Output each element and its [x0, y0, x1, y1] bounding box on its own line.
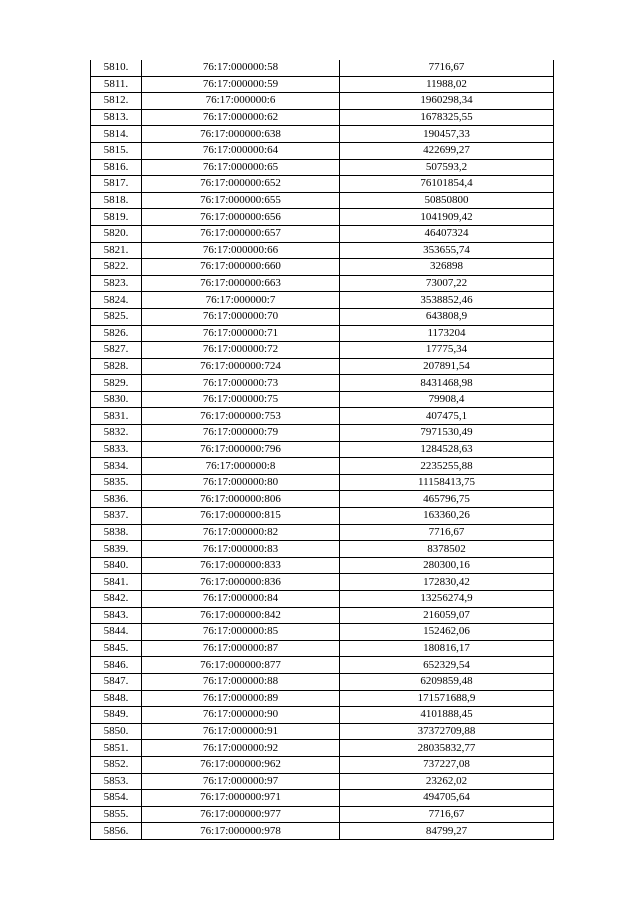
- row-number-cell: 5813.: [91, 109, 142, 126]
- table-row: [91, 142, 554, 159]
- row-number-cell: 5846.: [91, 657, 142, 674]
- cadastral-number-cell: 76:17:000000:84: [142, 591, 340, 608]
- cadastral-value-cell: 11988,02: [340, 76, 554, 93]
- cadastral-number-cell: 76:17:000000:65: [142, 159, 340, 176]
- row-number-cell: 5823.: [91, 275, 142, 292]
- table-row: [91, 491, 554, 508]
- cadastral-value-cell: 180816,17: [340, 640, 554, 657]
- cadastral-value-cell: 3538852,46: [340, 292, 554, 309]
- cadastral-number-cell: 76:17:000000:652: [142, 176, 340, 193]
- table-row: [91, 541, 554, 558]
- row-number-cell: 5841.: [91, 574, 142, 591]
- row-number-cell: 5816.: [91, 159, 142, 176]
- table-row: [91, 176, 554, 193]
- cadastral-value-cell: 4101888,45: [340, 707, 554, 724]
- cadastral-value-cell: 326898: [340, 259, 554, 276]
- table-row: [91, 624, 554, 641]
- cadastral-number-cell: 76:17:000000:70: [142, 308, 340, 325]
- table-row: [91, 60, 554, 76]
- cadastral-number-cell: 76:17:000000:796: [142, 441, 340, 458]
- row-number-cell: 5827.: [91, 342, 142, 359]
- cadastral-number-cell: 76:17:000000:7: [142, 292, 340, 309]
- row-number-cell: 5814.: [91, 126, 142, 143]
- cadastral-value-cell: 11158413,75: [340, 474, 554, 491]
- table-row: [91, 159, 554, 176]
- table-row: [91, 474, 554, 491]
- table-row: [91, 259, 554, 276]
- cadastral-number-cell: 76:17:000000:87: [142, 640, 340, 657]
- table-row: [91, 76, 554, 93]
- cadastral-number-cell: 76:17:000000:89: [142, 690, 340, 707]
- row-number-cell: 5830.: [91, 391, 142, 408]
- cadastral-value-cell: 23262,02: [340, 773, 554, 790]
- cadastral-number-cell: 76:17:000000:92: [142, 740, 340, 757]
- table-row: [91, 508, 554, 525]
- cadastral-value-cell: 37372709,88: [340, 723, 554, 740]
- table-row: [91, 342, 554, 359]
- row-number-cell: 5850.: [91, 723, 142, 740]
- table-row: [91, 806, 554, 823]
- cadastral-number-cell: 76:17:000000:660: [142, 259, 340, 276]
- cadastral-number-cell: 76:17:000000:97: [142, 773, 340, 790]
- row-number-cell: 5849.: [91, 707, 142, 724]
- cadastral-number-cell: 76:17:000000:724: [142, 358, 340, 375]
- cadastral-number-cell: 76:17:000000:91: [142, 723, 340, 740]
- row-number-cell: 5818.: [91, 192, 142, 209]
- row-number-cell: 5838.: [91, 524, 142, 541]
- table-row: [91, 574, 554, 591]
- cadastral-value-cell: 8378502: [340, 541, 554, 558]
- cadastral-value-table: [90, 60, 554, 840]
- table-row: [91, 441, 554, 458]
- row-number-cell: 5829.: [91, 375, 142, 392]
- row-number-cell: 5822.: [91, 259, 142, 276]
- cadastral-number-cell: 76:17:000000:85: [142, 624, 340, 641]
- row-number-cell: 5811.: [91, 76, 142, 93]
- table-row: [91, 607, 554, 624]
- cadastral-number-cell: 76:17:000000:71: [142, 325, 340, 342]
- cadastral-value-cell: 465796,75: [340, 491, 554, 508]
- row-number-cell: 5824.: [91, 292, 142, 309]
- cadastral-number-cell: 76:17:000000:657: [142, 225, 340, 242]
- table-row: [91, 524, 554, 541]
- row-number-cell: 5855.: [91, 806, 142, 823]
- table-row: [91, 126, 554, 143]
- table-row: [91, 723, 554, 740]
- cadastral-number-cell: 76:17:000000:971: [142, 790, 340, 807]
- cadastral-number-cell: 76:17:000000:977: [142, 806, 340, 823]
- cadastral-value-cell: 163360,26: [340, 508, 554, 525]
- cadastral-number-cell: 76:17:000000:806: [142, 491, 340, 508]
- row-number-cell: 5842.: [91, 591, 142, 608]
- row-number-cell: 5847.: [91, 673, 142, 690]
- cadastral-number-cell: 76:17:000000:638: [142, 126, 340, 143]
- cadastral-value-cell: 7716,67: [340, 60, 554, 76]
- cadastral-value-cell: 152462,06: [340, 624, 554, 641]
- table-row: [91, 391, 554, 408]
- cadastral-number-cell: 76:17:000000:59: [142, 76, 340, 93]
- cadastral-value-cell: 507593,2: [340, 159, 554, 176]
- row-number-cell: 5820.: [91, 225, 142, 242]
- table-row: [91, 823, 554, 840]
- table-row: [91, 673, 554, 690]
- cadastral-value-cell: 73007,22: [340, 275, 554, 292]
- cadastral-value-cell: 84799,27: [340, 823, 554, 840]
- cadastral-number-cell: 76:17:000000:833: [142, 557, 340, 574]
- row-number-cell: 5828.: [91, 358, 142, 375]
- cadastral-value-cell: 1678325,55: [340, 109, 554, 126]
- cadastral-value-cell: 7971530,49: [340, 425, 554, 442]
- row-number-cell: 5851.: [91, 740, 142, 757]
- cadastral-number-cell: 76:17:000000:836: [142, 574, 340, 591]
- row-number-cell: 5839.: [91, 541, 142, 558]
- cadastral-number-cell: 76:17:000000:83: [142, 541, 340, 558]
- table-row: [91, 93, 554, 110]
- row-number-cell: 5836.: [91, 491, 142, 508]
- cadastral-value-cell: 28035832,77: [340, 740, 554, 757]
- cadastral-number-cell: 76:17:000000:73: [142, 375, 340, 392]
- table-row: [91, 358, 554, 375]
- cadastral-value-cell: 190457,33: [340, 126, 554, 143]
- cadastral-number-cell: 76:17:000000:79: [142, 425, 340, 442]
- row-number-cell: 5843.: [91, 607, 142, 624]
- cadastral-number-cell: 76:17:000000:8: [142, 458, 340, 475]
- row-number-cell: 5832.: [91, 425, 142, 442]
- table-row: [91, 707, 554, 724]
- table-row: [91, 109, 554, 126]
- table-body: [91, 60, 554, 839]
- row-number-cell: 5812.: [91, 93, 142, 110]
- cadastral-number-cell: 76:17:000000:66: [142, 242, 340, 259]
- table-row: [91, 557, 554, 574]
- row-number-cell: 5815.: [91, 142, 142, 159]
- table-row: [91, 690, 554, 707]
- cadastral-value-cell: 1960298,34: [340, 93, 554, 110]
- table-row: [91, 308, 554, 325]
- cadastral-value-cell: 207891,54: [340, 358, 554, 375]
- cadastral-number-cell: 76:17:000000:58: [142, 60, 340, 76]
- cadastral-number-cell: 76:17:000000:75: [142, 391, 340, 408]
- row-number-cell: 5831.: [91, 408, 142, 425]
- cadastral-value-cell: 280300,16: [340, 557, 554, 574]
- row-number-cell: 5845.: [91, 640, 142, 657]
- cadastral-value-cell: 8431468,98: [340, 375, 554, 392]
- cadastral-number-cell: 76:17:000000:978: [142, 823, 340, 840]
- row-number-cell: 5834.: [91, 458, 142, 475]
- cadastral-value-cell: 6209859,48: [340, 673, 554, 690]
- cadastral-value-cell: 13256274,9: [340, 591, 554, 608]
- row-number-cell: 5833.: [91, 441, 142, 458]
- cadastral-number-cell: 76:17:000000:815: [142, 508, 340, 525]
- table-row: [91, 591, 554, 608]
- cadastral-value-cell: 737227,08: [340, 756, 554, 773]
- table-row: [91, 773, 554, 790]
- cadastral-number-cell: 76:17:000000:753: [142, 408, 340, 425]
- row-number-cell: 5844.: [91, 624, 142, 641]
- row-number-cell: 5837.: [91, 508, 142, 525]
- table-row: [91, 425, 554, 442]
- table-row: [91, 458, 554, 475]
- cadastral-value-cell: 50850800: [340, 192, 554, 209]
- table-row: [91, 408, 554, 425]
- cadastral-value-cell: 353655,74: [340, 242, 554, 259]
- row-number-cell: 5819.: [91, 209, 142, 226]
- table-row: [91, 275, 554, 292]
- table-row: [91, 740, 554, 757]
- row-number-cell: 5826.: [91, 325, 142, 342]
- cadastral-number-cell: 76:17:000000:842: [142, 607, 340, 624]
- row-number-cell: 5817.: [91, 176, 142, 193]
- table-row: [91, 192, 554, 209]
- row-number-cell: 5848.: [91, 690, 142, 707]
- cadastral-value-cell: 652329,54: [340, 657, 554, 674]
- table-row: [91, 209, 554, 226]
- cadastral-number-cell: 76:17:000000:62: [142, 109, 340, 126]
- cadastral-number-cell: 76:17:000000:877: [142, 657, 340, 674]
- table-row: [91, 225, 554, 242]
- cadastral-value-cell: 7716,67: [340, 806, 554, 823]
- row-number-cell: 5853.: [91, 773, 142, 790]
- row-number-cell: 5835.: [91, 474, 142, 491]
- cadastral-value-cell: 7716,67: [340, 524, 554, 541]
- table-row: [91, 756, 554, 773]
- row-number-cell: 5825.: [91, 308, 142, 325]
- cadastral-number-cell: 76:17:000000:663: [142, 275, 340, 292]
- cadastral-value-cell: 2235255,88: [340, 458, 554, 475]
- cadastral-number-cell: 76:17:000000:72: [142, 342, 340, 359]
- cadastral-value-cell: 1041909,42: [340, 209, 554, 226]
- cadastral-number-cell: 76:17:000000:80: [142, 474, 340, 491]
- cadastral-number-cell: 76:17:000000:6: [142, 93, 340, 110]
- cadastral-value-cell: 171571688,9: [340, 690, 554, 707]
- table-row: [91, 657, 554, 674]
- cadastral-value-cell: 643808,9: [340, 308, 554, 325]
- table-row: [91, 242, 554, 259]
- table-row: [91, 375, 554, 392]
- table-row: [91, 325, 554, 342]
- cadastral-value-cell: 216059,07: [340, 607, 554, 624]
- row-number-cell: 5810.: [91, 60, 142, 76]
- row-number-cell: 5852.: [91, 756, 142, 773]
- cadastral-value-cell: 172830,42: [340, 574, 554, 591]
- cadastral-value-cell: 1284528,63: [340, 441, 554, 458]
- cadastral-value-cell: 46407324: [340, 225, 554, 242]
- cadastral-number-cell: 76:17:000000:655: [142, 192, 340, 209]
- cadastral-number-cell: 76:17:000000:90: [142, 707, 340, 724]
- cadastral-number-cell: 76:17:000000:88: [142, 673, 340, 690]
- cadastral-value-cell: 1173204: [340, 325, 554, 342]
- table-row: [91, 790, 554, 807]
- row-number-cell: 5840.: [91, 557, 142, 574]
- cadastral-value-cell: 17775,34: [340, 342, 554, 359]
- cadastral-value-cell: 76101854,4: [340, 176, 554, 193]
- row-number-cell: 5854.: [91, 790, 142, 807]
- table-row: [91, 292, 554, 309]
- row-number-cell: 5856.: [91, 823, 142, 840]
- cadastral-number-cell: 76:17:000000:656: [142, 209, 340, 226]
- cadastral-value-cell: 422699,27: [340, 142, 554, 159]
- cadastral-value-cell: 407475,1: [340, 408, 554, 425]
- cadastral-number-cell: 76:17:000000:64: [142, 142, 340, 159]
- cadastral-number-cell: 76:17:000000:962: [142, 756, 340, 773]
- cadastral-value-cell: 494705,64: [340, 790, 554, 807]
- cadastral-number-cell: 76:17:000000:82: [142, 524, 340, 541]
- row-number-cell: 5821.: [91, 242, 142, 259]
- cadastral-value-cell: 79908,4: [340, 391, 554, 408]
- table-row: [91, 640, 554, 657]
